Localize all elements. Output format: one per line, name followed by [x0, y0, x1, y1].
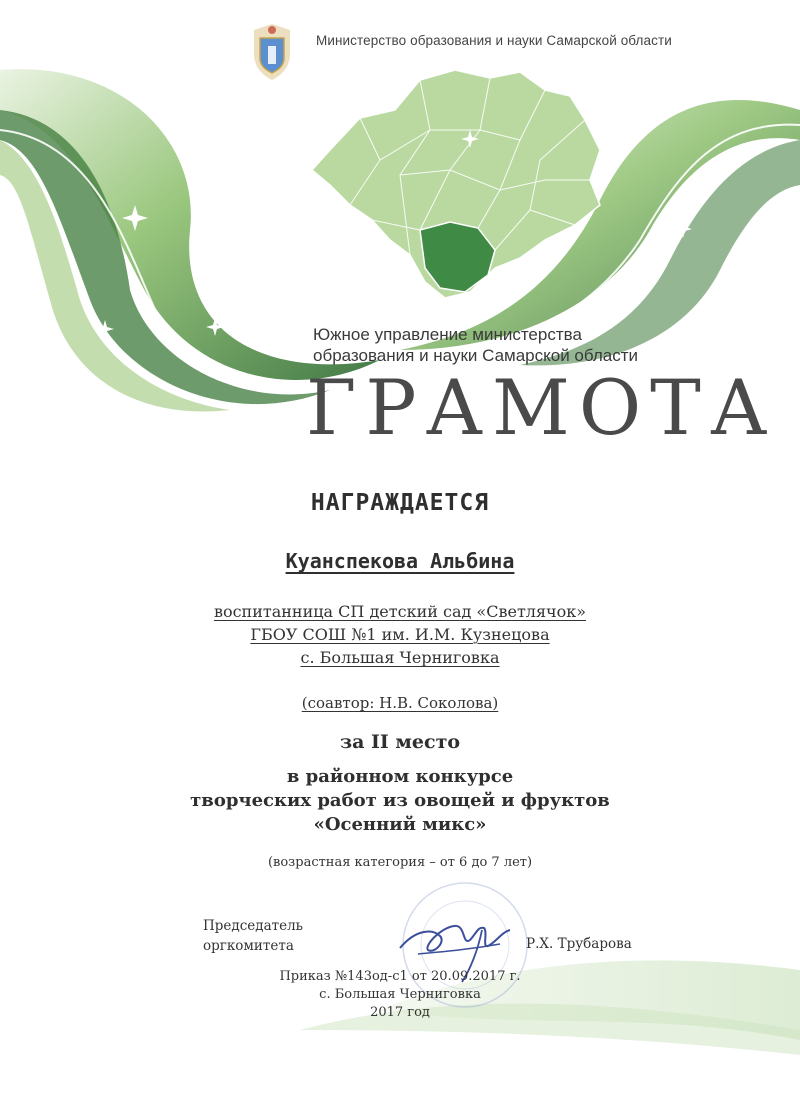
coauthor-text: (соавтор: Н.В. Соколова) — [301, 694, 499, 712]
department-line-1: Южное управление министерства — [313, 325, 582, 344]
signatory-name: Р.Х. Трубарова — [526, 936, 632, 952]
age-category: (возрастная категория – от 6 до 7 лет) — [267, 855, 533, 870]
recipient-description — [0, 600, 800, 669]
order-year: 2017 год — [370, 1005, 430, 1020]
contest-line-2: творческих работ из овощей и фруктов — [190, 790, 610, 811]
awarded-label: НАГРАЖДАЕТСЯ — [310, 490, 490, 516]
coauthor — [0, 694, 800, 712]
recipient-name-text: Куанспекова Альбина — [285, 549, 515, 573]
department-line-2: образования и науки Самарской области — [313, 346, 639, 365]
order-place: с. Большая Черниговка — [319, 987, 481, 1002]
recipient-line-3: с. Большая Черниговка — [300, 648, 500, 667]
order-number: Приказ №143од-с1 от 20.09.2017 г. — [279, 969, 521, 984]
department-name — [313, 324, 638, 366]
award-place: за II место — [339, 731, 461, 753]
signatory-role — [203, 916, 303, 956]
recipient-name — [0, 549, 800, 573]
contest-description — [0, 765, 800, 837]
recipient-line-2: ГБОУ СОШ №1 им. И.М. Кузнецова — [250, 625, 550, 644]
signatory-role-line-1: Председатель — [203, 918, 304, 934]
coat-of-arms-icon — [246, 20, 298, 82]
contest-line-1: в районном конкурсе — [286, 766, 514, 787]
recipient-line-1: воспитанница СП детский сад «Светлячок» — [213, 602, 587, 621]
order-info — [0, 968, 800, 1022]
document-title: ГРАМОТА — [306, 363, 777, 452]
ministry-header: Министерство образования и науки Самарской области — [316, 33, 672, 48]
contest-line-3: «Осенний микс» — [313, 814, 487, 835]
signatory-role-line-2: оргкомитета — [203, 938, 294, 954]
